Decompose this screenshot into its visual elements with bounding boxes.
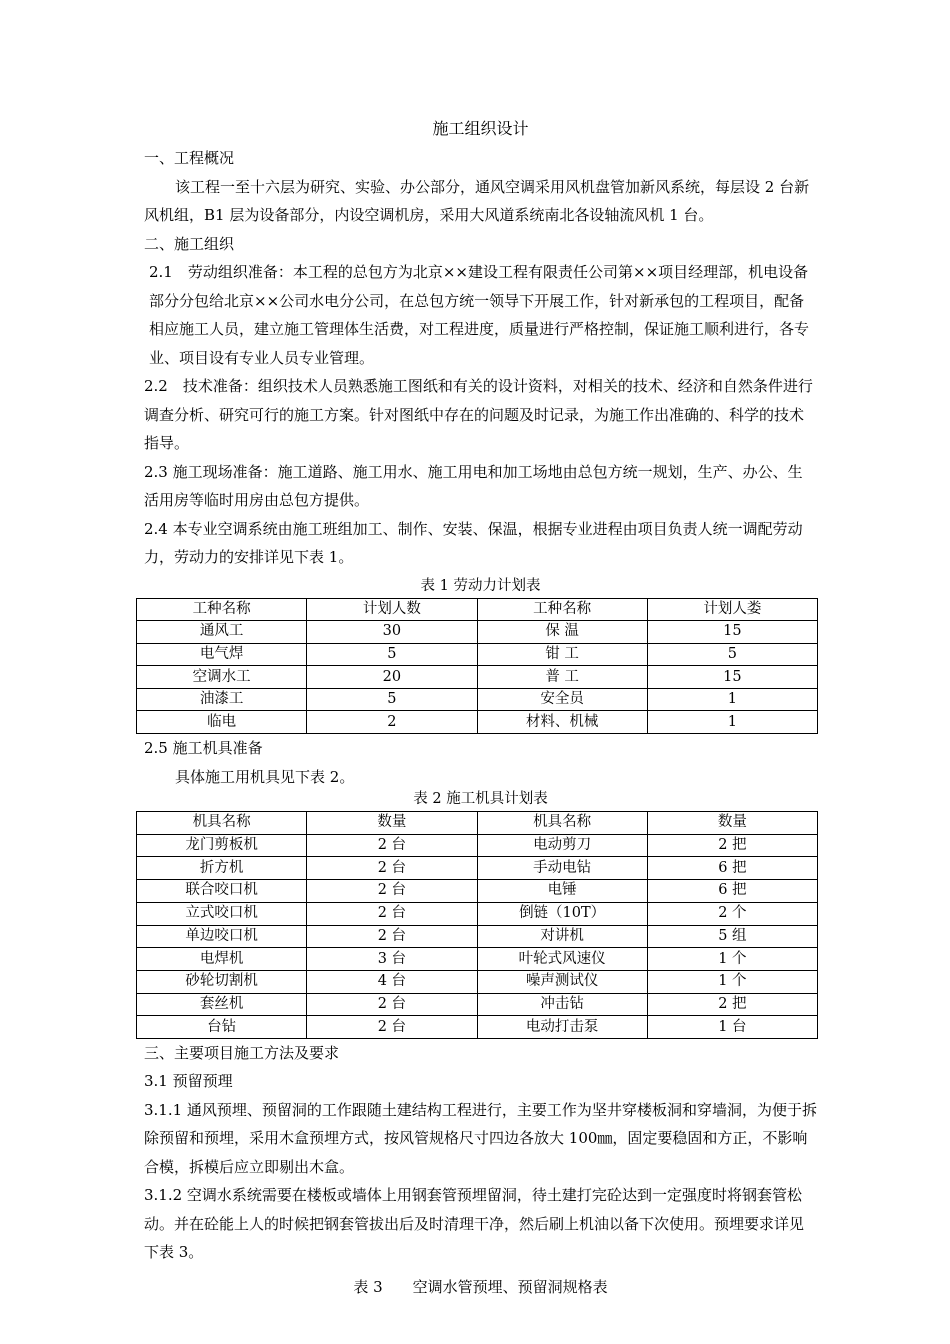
- table-3-caption-number: 表 3: [353, 1277, 383, 1296]
- table-row: [137, 621, 818, 644]
- table-cell: 2 台: [307, 925, 477, 948]
- section-3-heading: 三、主要项目施工方法及要求: [144, 1043, 340, 1062]
- section-2-5: 2.5 施工机具准备: [144, 739, 263, 758]
- table-header-cell: 计划人娄: [647, 598, 817, 621]
- table-cell: 材料、机械: [477, 711, 647, 734]
- table-cell: 2 台: [307, 857, 477, 880]
- table-cell: 保 温: [477, 621, 647, 644]
- table-row: [137, 834, 818, 857]
- table-cell: 普 工: [477, 666, 647, 689]
- table-3-caption: [144, 1273, 817, 1302]
- table-cell: 2 台: [307, 1016, 477, 1039]
- equipment-plan-table: [136, 811, 818, 1039]
- table-row: [137, 1016, 818, 1039]
- section-2-5-paragraph: 具体施工用机具见下表 2。: [175, 767, 355, 786]
- table-header-row: [137, 598, 818, 621]
- table-cell: 1 台: [647, 1016, 817, 1039]
- table-cell: 5 组: [647, 925, 817, 948]
- table-cell: 2 把: [647, 993, 817, 1016]
- table-cell: 6 把: [647, 880, 817, 903]
- table-cell: 钳 工: [477, 643, 647, 666]
- table-cell: 1 个: [647, 948, 817, 971]
- table-cell: 临电: [137, 711, 307, 734]
- table-row: [137, 643, 818, 666]
- section-2-heading: 二、施工组织: [144, 234, 235, 253]
- table-cell: 空调水工: [137, 666, 307, 689]
- section-2-3: 2.3 施工现场准备：施工道路、施工用水、施工用电和加工场地由总包方统一规划，生产、办公、生活用房等临时用房由总包方提供。: [144, 462, 803, 509]
- table-cell: 5: [307, 688, 477, 711]
- table-cell: 2 台: [307, 880, 477, 903]
- table-row: [137, 666, 818, 689]
- table-cell: 5: [647, 643, 817, 666]
- table-cell: 联合咬口机: [137, 880, 307, 903]
- section-1-paragraph: 该工程一至十六层为研究、实验、办公部分，通风空调采用风机盘管加新风系统，每层设 2 台新风机组，B1 层为设备部分，内设空调机房，采用大风道系统南北各设轴流风机 1 台。: [144, 177, 810, 224]
- table-row: [137, 711, 818, 734]
- table-cell: 通风工: [137, 621, 307, 644]
- table-row: [137, 970, 818, 993]
- table-cell: 冲击钻: [477, 993, 647, 1016]
- table-cell: 立式咬口机: [137, 902, 307, 925]
- table-cell: 叶轮式风速仪: [477, 948, 647, 971]
- table-cell: 15: [647, 621, 817, 644]
- table-cell: 砂轮切割机: [137, 970, 307, 993]
- table-row: [137, 902, 818, 925]
- table-cell: 5: [307, 643, 477, 666]
- table-header-cell: 机具名称: [477, 812, 647, 835]
- table-2-caption: 表 2 施工机具计划表: [413, 791, 548, 808]
- table-cell: 电动剪刀: [477, 834, 647, 857]
- table-cell: 电锤: [477, 880, 647, 903]
- table-header-row: [137, 812, 818, 835]
- table-cell: 2 个: [647, 902, 817, 925]
- section-3-1-2: 3.1.2 空调水系统需要在楼板或墙体上用钢套管预埋留洞，待土建打完砼达到一定强度时将钢套管松动。并在砼能上人的时候把钢套管拔出后及时清理干净，然后刷上机油以备下次使用。预埋要求详见下表 3。: [144, 1186, 805, 1262]
- table-3-caption-text: 空调水管预埋、预留洞规格表: [412, 1277, 608, 1296]
- table-header-cell: 工种名称: [477, 598, 647, 621]
- table-cell: 2 台: [307, 993, 477, 1016]
- table-cell: 30: [307, 621, 477, 644]
- table-cell: 2 台: [307, 902, 477, 925]
- table-header-cell: 数量: [647, 812, 817, 835]
- table-cell: 折方机: [137, 857, 307, 880]
- table-row: [137, 880, 818, 903]
- table-cell: 油漆工: [137, 688, 307, 711]
- section-1-heading: 一、工程概况: [144, 149, 235, 167]
- table-cell: 套丝机: [137, 993, 307, 1016]
- table-cell: 1 个: [647, 970, 817, 993]
- table-cell: 手动电钻: [477, 857, 647, 880]
- table-cell: 噪声测试仪: [477, 970, 647, 993]
- table-cell: 电焊机: [137, 948, 307, 971]
- table-cell: 4 台: [307, 970, 477, 993]
- table-row: [137, 948, 818, 971]
- section-3-1: 3.1 预留预理: [144, 1072, 233, 1091]
- table-cell: 安全员: [477, 688, 647, 711]
- section-2-2: 2.2 技术准备：组织技术人员熟悉施工图纸和有关的设计资料，对相关的技术、经济和自然条件进行调查分析、研究可行的施工方案。针对图纸中存在的问题及时记录，为施工作出准确的、科学的技术指导。: [144, 377, 813, 452]
- table-cell: 15: [647, 666, 817, 689]
- table-cell: 电动打击泵: [477, 1016, 647, 1039]
- table-cell: 3 台: [307, 948, 477, 971]
- section-2-4: 2.4 本专业空调系统由施工班组加工、制作、安装、保温，根据专业进程由项目负责人统一调配劳动力，劳动力的安排详见下表 1。: [144, 519, 803, 566]
- table-cell: 龙门剪板机: [137, 834, 307, 857]
- section-3-1-1: 3.1.1 通风预埋、预留洞的工作跟随土建结构工程进行，主要工作为坚井穿楼板洞和穿墙洞，为便于拆除预留和预埋，采用木盒预埋方式，按风管规格尺寸四边各放大 100㎜，固定要稳固和方正，不影响合模，拆模后应立即剔出木盒。: [144, 1100, 817, 1176]
- table-header-cell: 机具名称: [137, 812, 307, 835]
- table-cell: 单边咬口机: [137, 925, 307, 948]
- table-cell: 倒链（10T）: [477, 902, 647, 925]
- table-cell: 2 把: [647, 834, 817, 857]
- table-cell: 20: [307, 666, 477, 689]
- table-header-cell: 计划人数: [307, 598, 477, 621]
- table-cell: 2 台: [307, 834, 477, 857]
- table-cell: 2: [307, 711, 477, 734]
- table-cell: 台钻: [137, 1016, 307, 1039]
- table-row: [137, 993, 818, 1016]
- table-header-cell: 工种名称: [137, 598, 307, 621]
- table-header-cell: 数量: [307, 812, 477, 835]
- table-cell: 电气焊: [137, 643, 307, 666]
- table-row: [137, 688, 818, 711]
- table-cell: 6 把: [647, 857, 817, 880]
- table-cell: 1: [647, 688, 817, 711]
- table-cell: 对讲机: [477, 925, 647, 948]
- table-1-caption: 表 1 劳动力计划表: [420, 577, 541, 594]
- table-cell: 1: [647, 711, 817, 734]
- table-row: [137, 857, 818, 880]
- table-row: [137, 925, 818, 948]
- section-2-1: 2.1 劳动组织准备：本工程的总包方为北京××建设工程有限责任公司第××项目经理部，机电设备部分分包给北京××公司水电分公司，在总包方统一领导下开展工作，针对新承包的工程项目，配备相应施工人员，建立施工管理体生活费，对工程进度，质量进行严格控制，保证施工顺利进行，各专业、项目设有专业人员专业管理。: [149, 263, 810, 367]
- document-title: 施工组织设计: [432, 119, 529, 138]
- labor-plan-table: [136, 598, 818, 735]
